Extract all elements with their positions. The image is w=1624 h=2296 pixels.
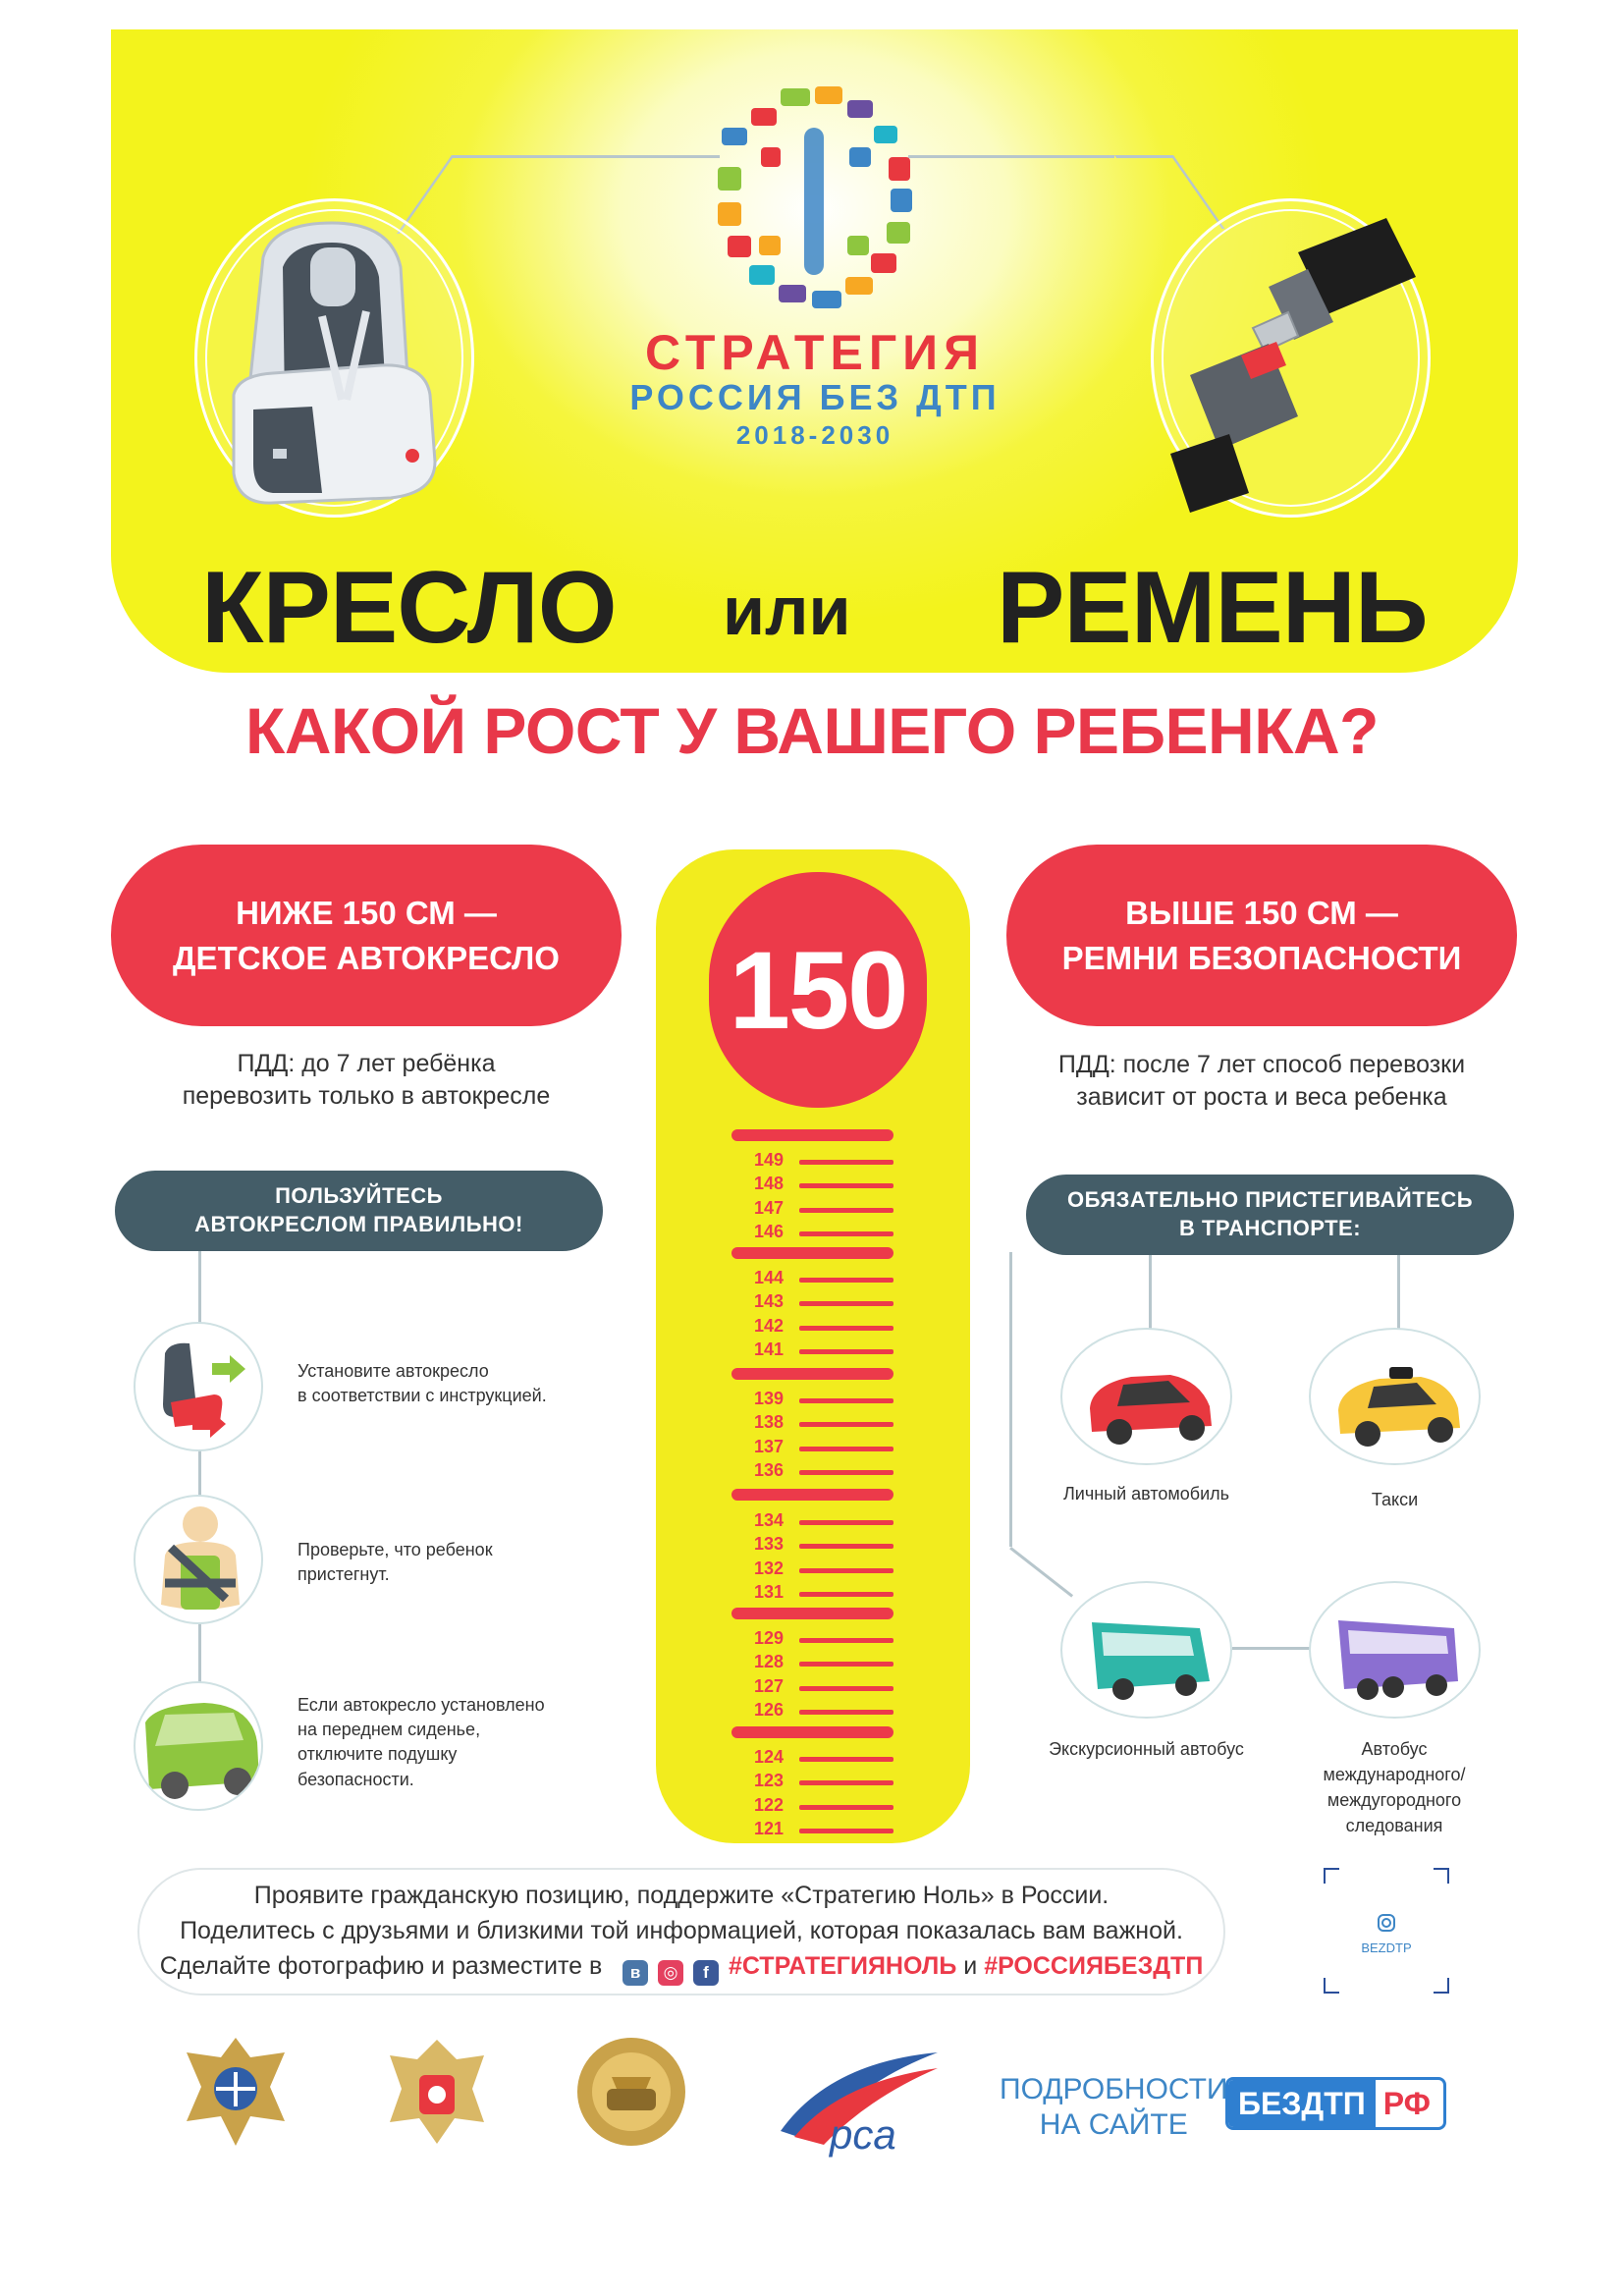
ruler-tick-label: 128	[754, 1652, 785, 1672]
green-car-icon	[135, 1683, 263, 1811]
seat-belt-oval	[1151, 198, 1431, 518]
ruler-minor-tick	[799, 1710, 893, 1715]
ruler-minor-tick	[799, 1349, 893, 1354]
ruler-major-tick	[731, 1726, 893, 1738]
below-150-pill	[111, 845, 622, 1026]
taxi-icon	[1311, 1330, 1481, 1465]
buckled-child-icon	[135, 1497, 263, 1624]
car-seat-install-icon	[135, 1324, 263, 1451]
ruler-minor-tick	[799, 1231, 893, 1236]
right-connector-car	[1149, 1255, 1152, 1329]
cta-line-1: Проявите гражданскую позицию, поддержите «Стратегию Ноль» в России.	[253, 1882, 1110, 1909]
headline-or: или	[723, 573, 851, 649]
left-rule-line2: перевозить только в автокресле	[182, 1081, 551, 1110]
step-2-icon-circle	[134, 1495, 263, 1624]
headline-seat: КРЕСЛО	[201, 551, 617, 665]
intercity-bus-circle	[1309, 1581, 1481, 1719]
ruler-tick-label: 148	[754, 1174, 785, 1194]
above-150-pill	[1006, 845, 1517, 1026]
ruler-minor-tick	[799, 1686, 893, 1691]
step-3-text: Если автокресло установлено на переднем сиденье, отключите подушку безопасности.	[298, 1695, 545, 1789]
personal-car-label: Личный автомобиль	[1062, 1484, 1230, 1503]
ruler-major-tick	[731, 1489, 893, 1501]
ruler-tick-label: 121	[754, 1818, 785, 1838]
connector-left-h	[538, 155, 720, 158]
step-3-icon-circle	[134, 1681, 263, 1811]
logo-subtitle: РОССИЯ БЕЗ ДТП	[629, 377, 1001, 417]
right-connector-bus	[1232, 1647, 1311, 1650]
ruler-tick-label: 138	[754, 1412, 785, 1433]
site-badge-name: БЕЗДТП	[1228, 2080, 1376, 2127]
ruler-major-tick	[731, 1247, 893, 1259]
connector-right-h	[908, 155, 1114, 158]
above-150-line1: ВЫШЕ 150 СМ —	[1125, 894, 1398, 931]
site-link-badge[interactable]	[1225, 2077, 1446, 2130]
seat-belt-icon	[1151, 198, 1431, 518]
intercity-bus-label: Автобус международного/ междугородного следования	[1323, 1739, 1466, 1836]
question-heading: КАКОЙ РОСТ У ВАШЕГО РЕБЕНКА?	[245, 694, 1379, 767]
left-tips-line2: АВТОКРЕСЛОМ ПРАВИЛЬНО!	[194, 1212, 523, 1236]
ruler-major-tick	[731, 1608, 893, 1619]
ruler-major-tick	[731, 1129, 893, 1141]
right-connector-taxi	[1397, 1255, 1400, 1329]
ruler-tick-label: 133	[754, 1534, 785, 1555]
ruler-tick-label: 136	[754, 1459, 785, 1480]
site-badge-tld: РФ	[1376, 2080, 1438, 2127]
ruler-minor-tick	[799, 1208, 893, 1213]
ministry-transport-emblem-icon	[177, 2028, 295, 2156]
ruler-minor-tick	[799, 1520, 893, 1525]
ministry-education-emblem-icon	[378, 2028, 496, 2156]
rsa-logo-icon	[771, 2043, 947, 2160]
ruler-tick-label: 137	[754, 1436, 785, 1456]
svg-text:рса: рса	[830, 2111, 896, 2158]
right-tips-line1: ОБЯЗАТЕЛЬНО ПРИСТЕГИВАЙТЕСЬ	[1066, 1187, 1474, 1213]
car-seat-icon	[194, 198, 474, 518]
taxi-circle	[1309, 1328, 1481, 1465]
ruler-minor-tick	[799, 1422, 893, 1427]
instagram-icon[interactable]: ◎	[658, 1960, 683, 1986]
ruler-tick-label: 122	[754, 1794, 785, 1815]
facebook-icon[interactable]: f	[693, 1960, 719, 1986]
qr-label: BEZDTP	[1361, 1941, 1412, 1955]
right-rule-line2: зависит от роста и веса ребенка	[1076, 1082, 1447, 1111]
right-tips-title	[1026, 1175, 1514, 1255]
below-150-line2: ДЕТСКОЕ АВТОКРЕСЛО	[173, 939, 560, 976]
step-2-text: Проверьте, что ребенок пристегнут.	[298, 1540, 493, 1585]
ruler-minor-tick	[799, 1183, 893, 1188]
ruler-minor-tick	[799, 1447, 893, 1451]
right-connector-left	[1009, 1252, 1012, 1547]
cta-line-3	[137, 1952, 1225, 1986]
cta-line-3-prefix: Сделайте фотографию и разместите в	[159, 1952, 603, 1980]
right-tips-line2: В ТРАНСПОРТЕ:	[1178, 1216, 1362, 1240]
hashtag-strategy-zero[interactable]: #СТРАТЕГИЯНОЛЬ	[728, 1952, 957, 1980]
ruler-minor-tick	[799, 1662, 893, 1667]
taxi-label: Такси	[1371, 1490, 1419, 1509]
ruler-tick-label: 134	[754, 1510, 785, 1530]
site-details-text: ПОДРОБНОСТИ НА САЙТЕ	[1000, 2073, 1228, 2141]
ruler-tick-label: 126	[754, 1699, 785, 1720]
ruler-minor-tick	[799, 1160, 893, 1165]
hashtag-russia-no-accidents[interactable]: #РОССИЯБЕЗДТП	[984, 1952, 1204, 1980]
intercity-bus-icon	[1311, 1583, 1481, 1719]
ruler-minor-tick	[799, 1301, 893, 1306]
step-1-icon-circle	[134, 1322, 263, 1451]
above-150-line2: РЕМНИ БЕЗОПАСНОСТИ	[1061, 939, 1462, 976]
qr-instagram-icon	[1377, 1913, 1396, 1933]
ruler-minor-tick	[799, 1780, 893, 1785]
tour-bus-label: Экскурсионный автобус	[1049, 1739, 1244, 1759]
right-rule-text	[1006, 1049, 1517, 1113]
ruler-tick-label: 139	[754, 1389, 785, 1408]
ruler-minor-tick	[799, 1278, 893, 1283]
ruler-tick-label: 147	[754, 1197, 785, 1218]
cta-and: и	[963, 1952, 978, 1980]
ruler-minor-tick	[799, 1592, 893, 1597]
left-tips-title	[115, 1171, 603, 1251]
below-150-line1: НИЖЕ 150 СМ —	[236, 894, 497, 931]
ruler-minor-tick	[799, 1326, 893, 1331]
car-seat-oval	[194, 198, 474, 518]
right-connector-tour	[1009, 1547, 1073, 1598]
ruler-tick-label: 144	[754, 1268, 785, 1287]
ruler-minor-tick	[799, 1829, 893, 1833]
tour-bus-circle	[1060, 1581, 1232, 1719]
ruler-150-badge: 150	[709, 872, 927, 1108]
ruler-minor-tick	[799, 1568, 893, 1573]
left-rule-text	[111, 1048, 622, 1112]
ruler-tick-label: 149	[754, 1150, 785, 1170]
right-rule-line1: ПДД: после 7 лет способ перевозки	[1057, 1051, 1466, 1078]
ruler-minor-tick	[799, 1638, 893, 1643]
personal-car-circle	[1060, 1328, 1232, 1465]
ruler-minor-tick	[799, 1757, 893, 1762]
ruler-tick-label: 129	[754, 1628, 785, 1648]
ruler-minor-tick	[799, 1544, 893, 1549]
logo-title: СТРАТЕГИЯ	[644, 325, 986, 380]
ruler-tick-label: 143	[754, 1291, 785, 1312]
left-rule-line1: ПДД: до 7 лет ребёнка	[237, 1050, 496, 1077]
ruler-tick-label: 127	[754, 1675, 785, 1696]
ruler-tick-label: 131	[754, 1581, 785, 1602]
ruler-minor-tick	[799, 1805, 893, 1810]
tour-bus-icon	[1062, 1583, 1232, 1719]
ruler-minor-tick	[799, 1398, 893, 1403]
ruler-tick-label: 132	[754, 1558, 785, 1578]
ruler-tick-label: 142	[754, 1315, 785, 1336]
ruler-tick-label: 146	[754, 1221, 785, 1241]
ruler-major-tick	[731, 1368, 893, 1380]
ruler-minor-tick	[799, 1470, 893, 1475]
ruler-tick-label: 123	[754, 1771, 785, 1791]
qr-code[interactable]	[1324, 1868, 1449, 1994]
headline-belt: РЕМЕНЬ	[997, 551, 1428, 665]
vk-icon[interactable]: в	[623, 1960, 648, 1986]
left-tips-line1: ПОЛЬЗУЙТЕСЬ	[275, 1183, 443, 1209]
traffic-police-emblem-icon	[568, 2028, 695, 2156]
strategy-zero-logo-icon	[702, 69, 928, 324]
logo-years: 2018-2030	[735, 420, 894, 450]
red-car-icon	[1062, 1330, 1232, 1465]
ruler-tick-label: 141	[754, 1339, 785, 1359]
step-1-text: Установите автокресло в соответствии с инструкцией.	[298, 1361, 547, 1406]
ruler-tick-label: 124	[754, 1747, 785, 1767]
cta-line-2: Поделитесь с друзьями и близкими той информацией, которая показалась вам важной.	[180, 1917, 1183, 1944]
